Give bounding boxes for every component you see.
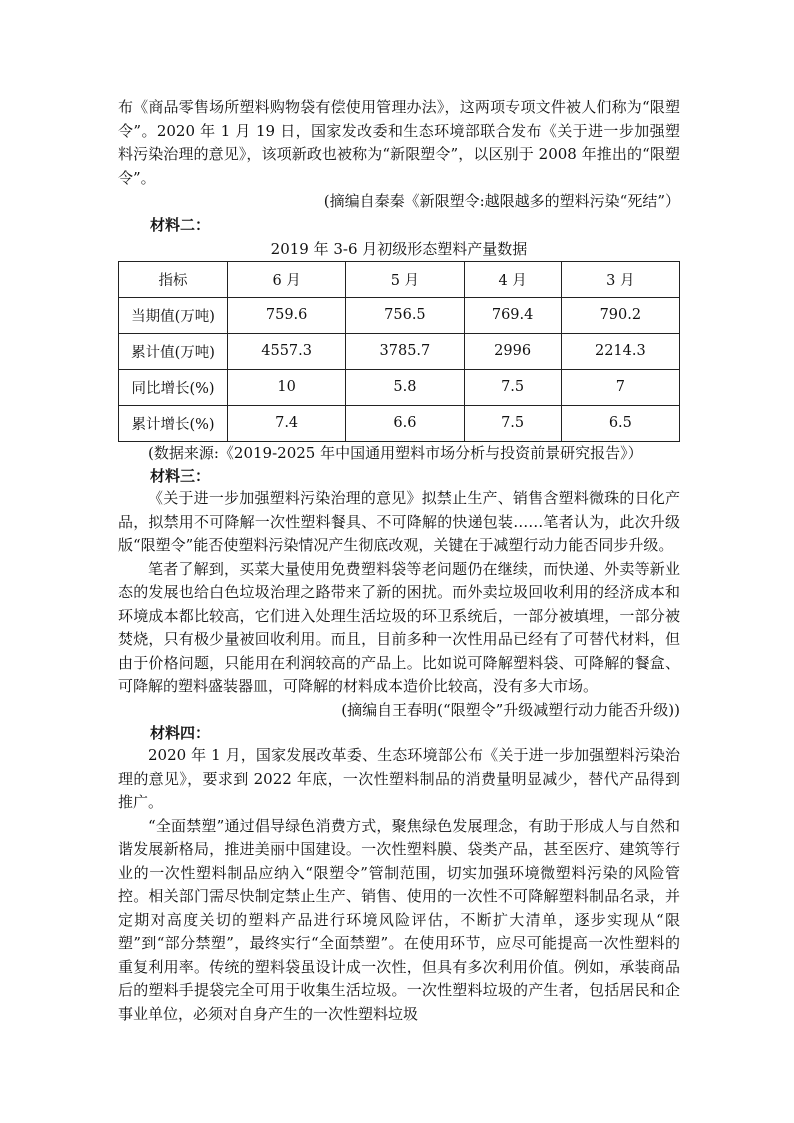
material-2-heading: 材料二： xyxy=(150,215,211,234)
intro-paragraph: 布《商品零售场所塑料购物袋有偿使用管理办法》，这两项专项文件被人们称为“限塑令”。2020 年 1 月 19 日，国家发改委和生态环境部联合发布《关于进一步加强塑料污染治理的意见》，该项新政也被称为“新限塑令”，以区别于 2008 年推出的“限塑令”。 xyxy=(118,98,680,187)
source-citation-3: (摘编自王春明(“限塑令”升级减塑行动力能否升级)) xyxy=(341,700,680,719)
table-cell: 790.2 xyxy=(561,297,679,333)
table-row-label: 同比增长(%) xyxy=(119,369,228,405)
table-cell: 4557.3 xyxy=(228,333,346,369)
table-cell: 7.5 xyxy=(464,405,561,441)
material-3-paragraph-2: 笔者了解到，买菜大量使用免费塑料袋等老问题仍在继续，而快递、外卖等新业态的发展也给白色垃圾治理之路带来了新的困扰。而外卖垃圾回收利用的经济成本和环境成本都比较高，它们进入处理生活垃圾的环卫系统后，一部分被填埋，一部分被焚烧，只有极少量被回收利用。而且，目前多种一次性用品已经有了可替代材料，但由于价格问题，只能用在利润较高的产品上。比如说可降解塑料袋、可降解的餐盒、可降解的塑料盛装器皿，可降解的材料成本造价比较高，没有多大市场。 xyxy=(118,559,680,695)
table-row xyxy=(119,333,680,369)
table-corner-label: 指标 xyxy=(119,261,228,297)
table-column-header: 6 月 xyxy=(228,261,346,297)
document-page xyxy=(118,96,680,1026)
table-cell: 769.4 xyxy=(464,297,561,333)
table-cell: 5.8 xyxy=(346,369,464,405)
material-4-paragraph-1: 2020 年 1 月，国家发展改革委、生态环境部公布《关于进一步加强塑料污染治理的意见》，要求到 2022 年底，一次性塑料制品的消费量明显减少，替代产品得到推广。 xyxy=(118,746,680,811)
material-3-heading: 材料三： xyxy=(150,467,211,485)
table-cell: 7.4 xyxy=(228,405,346,441)
table-cell: 2214.3 xyxy=(561,333,679,369)
table-cell: 10 xyxy=(228,369,346,405)
table-title: 2019 年 3-6 月初级形态塑料产量数据 xyxy=(270,239,528,258)
table-cell: 6.6 xyxy=(346,405,464,441)
table-cell: 7.5 xyxy=(464,369,561,405)
table-row-label: 当期值(万吨) xyxy=(119,297,228,333)
material-4-heading: 材料四： xyxy=(150,724,211,742)
table-row-label: 累计增长(%) xyxy=(119,405,228,441)
table-column-header: 4 月 xyxy=(464,261,561,297)
table-column-header: 3 月 xyxy=(561,261,679,297)
table-cell: 759.6 xyxy=(228,297,346,333)
table-row xyxy=(119,369,680,405)
material-4-paragraph-2: “全面禁塑”通过倡导绿色消费方式，聚焦绿色发展理念，有助于形成人与自然和谐发展新格局，推进美丽中国建设。一次性塑料膜、袋类产品，甚至医疗、建筑等行业的一次性塑料制品应纳入“限塑令”管制范围，切实加强环境微塑料污染的风险管控。相关部门需尽快制定禁止生产、销售、使用的一次性不可降解塑料制品名录，并定期对高度关切的塑料产品进行环境风险评估，不断扩大清单，逐步实现从“限塑”到“部分禁塑”，最终实行“全面禁塑”。在使用环节，应尽可能提高一次性塑料的重复利用率。传统的塑料袋虽设计成一次性，但具有多次利用价值。例如，承装商品后的塑料手提袋完全可用于收集生活垃圾。一次性塑料垃圾的产生者，包括居民和企事业单位，必须对自身产生的一次性塑料垃圾 xyxy=(118,816,680,1023)
table-cell: 6.5 xyxy=(561,405,679,441)
table-row-label: 累计值(万吨) xyxy=(119,333,228,369)
table-header-row xyxy=(119,261,680,297)
material-3-paragraph-1: 《关于进一步加强塑料污染治理的意见》拟禁止生产、销售含塑料微珠的日化产品，拟禁用不可降解一次性塑料餐具、不可降解的快递包装……笔者认为，此次升级版“限塑令”能否使塑料污染情况产生彻底改观，关键在于减塑行动力能否同步升级。 xyxy=(118,489,680,554)
plastic-production-table xyxy=(118,261,680,442)
table-column-header: 5 月 xyxy=(346,261,464,297)
table-cell: 3785.7 xyxy=(346,333,464,369)
table-cell: 7 xyxy=(561,369,679,405)
table-row xyxy=(119,405,680,441)
source-citation-2: (数据来源:《2019-2025 年中国通用塑料市场分析与投资前景研究报告》） xyxy=(148,443,643,462)
source-citation-1: (摘编自秦秦《新限塑令:越限越多的塑料污染“死结”） xyxy=(323,192,680,210)
table-cell: 2996 xyxy=(464,333,561,369)
table-row xyxy=(119,297,680,333)
table-cell: 756.5 xyxy=(346,297,464,333)
